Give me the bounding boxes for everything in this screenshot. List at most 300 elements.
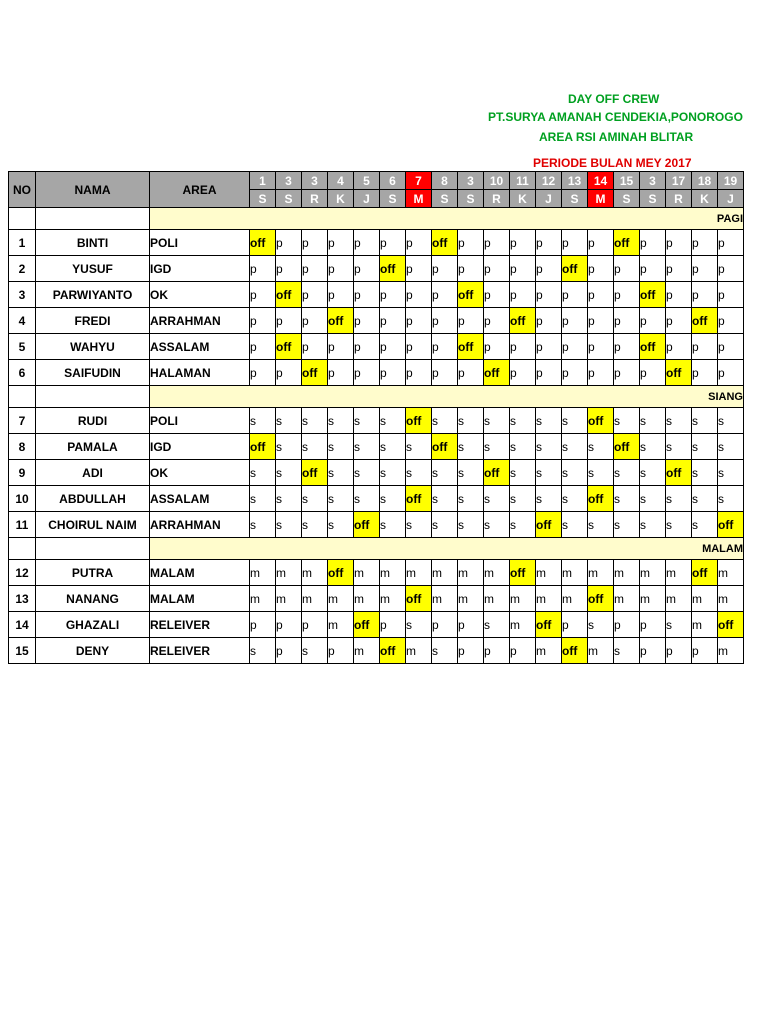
shift-cell: p (328, 334, 354, 360)
shift-cell: p (406, 230, 432, 256)
shift-cell: p (432, 334, 458, 360)
shift-cell: p (458, 638, 484, 664)
shift-cell: p (588, 308, 614, 334)
shift-cell-off: off (406, 408, 432, 434)
shift-cell: p (588, 230, 614, 256)
shift-cell: s (510, 486, 536, 512)
section-label: PAGI (150, 208, 744, 230)
shift-cell: p (406, 334, 432, 360)
shift-cell-off: off (380, 256, 406, 282)
row-nama: PAMALA (36, 434, 150, 460)
table-row (9, 256, 744, 282)
day-number-header: 3 (640, 172, 666, 190)
shift-cell: s (458, 434, 484, 460)
shift-cell: m (250, 586, 276, 612)
day-letter-header: J (354, 190, 380, 208)
shift-cell: s (276, 408, 302, 434)
shift-cell: s (250, 512, 276, 538)
shift-cell: m (718, 638, 744, 664)
shift-cell: m (354, 560, 380, 586)
shift-cell: s (666, 434, 692, 460)
shift-cell: p (614, 360, 640, 386)
shift-cell: m (536, 586, 562, 612)
shift-cell: s (718, 460, 744, 486)
shift-cell-off: off (666, 460, 692, 486)
shift-cell-off: off (276, 334, 302, 360)
shift-cell: p (354, 256, 380, 282)
header-period: PERIODE BULAN MEY 2017 (533, 156, 692, 170)
day-letter-header: R (302, 190, 328, 208)
shift-cell-off: off (328, 308, 354, 334)
day-number-header: 3 (302, 172, 328, 190)
shift-cell-off: off (692, 560, 718, 586)
shift-cell: p (562, 360, 588, 386)
shift-cell: p (510, 638, 536, 664)
shift-cell: s (250, 486, 276, 512)
shift-cell: s (562, 486, 588, 512)
day-letter-header: S (562, 190, 588, 208)
shift-cell: p (536, 256, 562, 282)
table-row (9, 360, 744, 386)
section-label: SIANG (150, 386, 744, 408)
shift-cell: s (692, 460, 718, 486)
row-area: IGD (150, 256, 250, 282)
shift-cell: p (718, 334, 744, 360)
day-number-header: 3 (276, 172, 302, 190)
day-number-header: 3 (458, 172, 484, 190)
shift-cell: s (406, 434, 432, 460)
table-row (9, 460, 744, 486)
shift-cell: p (458, 256, 484, 282)
day-letter-header: M (588, 190, 614, 208)
shift-cell: m (484, 586, 510, 612)
section-row (9, 538, 744, 560)
shift-cell: m (302, 560, 328, 586)
shift-cell: s (588, 434, 614, 460)
shift-cell: p (380, 230, 406, 256)
shift-cell-off: off (458, 282, 484, 308)
shift-cell: p (510, 230, 536, 256)
shift-cell: p (718, 360, 744, 386)
row-area: ASSALAM (150, 334, 250, 360)
shift-cell: s (484, 486, 510, 512)
shift-cell: s (692, 512, 718, 538)
shift-cell: s (406, 612, 432, 638)
row-no: 4 (9, 308, 36, 334)
table-row (9, 560, 744, 586)
day-number-header: 12 (536, 172, 562, 190)
row-area: OK (150, 282, 250, 308)
shift-cell: p (380, 308, 406, 334)
day-letter-header: M (406, 190, 432, 208)
shift-cell: p (302, 256, 328, 282)
shift-cell: s (562, 408, 588, 434)
shift-cell: p (432, 308, 458, 334)
shift-cell: s (302, 512, 328, 538)
shift-cell: s (328, 434, 354, 460)
shift-cell: m (640, 560, 666, 586)
shift-cell: p (666, 230, 692, 256)
shift-cell: p (250, 256, 276, 282)
row-area: POLI (150, 408, 250, 434)
shift-cell: p (276, 308, 302, 334)
table-row (9, 586, 744, 612)
shift-cell-off: off (536, 512, 562, 538)
shift-cell-off: off (432, 434, 458, 460)
shift-cell-off: off (484, 460, 510, 486)
shift-cell: m (432, 560, 458, 586)
row-area: ARRAHMAN (150, 308, 250, 334)
day-number-header: 15 (614, 172, 640, 190)
table-row (9, 512, 744, 538)
shift-cell: p (250, 308, 276, 334)
shift-cell: p (588, 334, 614, 360)
shift-cell: m (562, 560, 588, 586)
shift-cell: p (328, 256, 354, 282)
day-letter-header: S (432, 190, 458, 208)
shift-cell: s (718, 408, 744, 434)
shift-cell: p (640, 612, 666, 638)
shift-cell: s (510, 512, 536, 538)
shift-cell: m (354, 586, 380, 612)
row-area: RELEIVER (150, 638, 250, 664)
shift-cell: s (666, 408, 692, 434)
shift-cell: p (536, 308, 562, 334)
shift-cell: s (614, 638, 640, 664)
row-no: 6 (9, 360, 36, 386)
day-number-header: 5 (354, 172, 380, 190)
row-area: ASSALAM (150, 486, 250, 512)
shift-cell: p (510, 360, 536, 386)
shift-cell-off: off (692, 308, 718, 334)
shift-cell: p (250, 612, 276, 638)
table-row (9, 230, 744, 256)
shift-cell-off: off (718, 512, 744, 538)
shift-cell: s (458, 460, 484, 486)
day-letter-header: S (276, 190, 302, 208)
day-number-header: 18 (692, 172, 718, 190)
shift-cell: m (640, 586, 666, 612)
shift-cell-off: off (562, 638, 588, 664)
shift-cell: m (614, 560, 640, 586)
shift-cell-off: off (718, 612, 744, 638)
shift-cell: s (562, 460, 588, 486)
shift-cell: s (614, 408, 640, 434)
shift-cell: s (276, 486, 302, 512)
shift-cell-off: off (666, 360, 692, 386)
shift-cell: s (432, 408, 458, 434)
shift-cell: s (276, 460, 302, 486)
shift-cell: p (406, 256, 432, 282)
shift-cell-off: off (354, 612, 380, 638)
shift-cell: p (406, 360, 432, 386)
shift-cell-off: off (510, 308, 536, 334)
row-no: 1 (9, 230, 36, 256)
shift-cell-off: off (614, 434, 640, 460)
shift-cell: s (328, 486, 354, 512)
shift-cell: p (432, 612, 458, 638)
shift-cell: m (328, 586, 354, 612)
shift-cell: m (536, 560, 562, 586)
shift-cell: s (484, 612, 510, 638)
row-no: 14 (9, 612, 36, 638)
day-letter-header: K (510, 190, 536, 208)
section-blank (36, 538, 150, 560)
shift-cell: s (380, 486, 406, 512)
row-no: 15 (9, 638, 36, 664)
shift-cell: s (354, 460, 380, 486)
shift-cell: s (250, 408, 276, 434)
shift-cell: s (432, 512, 458, 538)
shift-cell: m (536, 638, 562, 664)
day-number-header: 19 (718, 172, 744, 190)
shift-cell: p (588, 282, 614, 308)
row-no: 7 (9, 408, 36, 434)
day-number-header: 14 (588, 172, 614, 190)
day-number-header: 7 (406, 172, 432, 190)
shift-cell: m (588, 638, 614, 664)
shift-cell: p (250, 334, 276, 360)
row-nama: ABDULLAH (36, 486, 150, 512)
shift-cell: s (354, 408, 380, 434)
shift-cell: s (432, 638, 458, 664)
row-no: 8 (9, 434, 36, 460)
shift-cell: p (614, 308, 640, 334)
shift-cell: p (666, 638, 692, 664)
shift-cell: m (510, 612, 536, 638)
shift-cell: p (692, 256, 718, 282)
shift-cell: s (328, 408, 354, 434)
table-row (9, 486, 744, 512)
shift-cell: m (458, 586, 484, 612)
table-row (9, 638, 744, 664)
shift-cell: p (718, 308, 744, 334)
shift-cell: m (562, 586, 588, 612)
shift-cell: m (380, 586, 406, 612)
shift-cell: p (276, 230, 302, 256)
shift-cell-off: off (354, 512, 380, 538)
shift-cell: p (666, 308, 692, 334)
day-letter-header: R (666, 190, 692, 208)
shift-cell: p (640, 256, 666, 282)
shift-cell: p (328, 360, 354, 386)
shift-cell-off: off (640, 334, 666, 360)
col-header-nama: NAMA (36, 172, 150, 208)
shift-cell: m (588, 560, 614, 586)
shift-cell-off: off (276, 282, 302, 308)
row-area: OK (150, 460, 250, 486)
header-company: PT.SURYA AMANAH CENDEKIA,PONOROGO (488, 110, 743, 124)
row-no: 3 (9, 282, 36, 308)
shift-cell-off: off (406, 486, 432, 512)
shift-cell: s (432, 486, 458, 512)
shift-cell: m (380, 560, 406, 586)
shift-cell: s (640, 408, 666, 434)
shift-cell: p (484, 334, 510, 360)
shift-cell: m (276, 586, 302, 612)
shift-cell: p (718, 282, 744, 308)
shift-cell: p (484, 256, 510, 282)
shift-cell: p (484, 638, 510, 664)
shift-cell: p (666, 256, 692, 282)
shift-cell: m (718, 560, 744, 586)
day-letter-header: K (692, 190, 718, 208)
shift-cell: p (302, 230, 328, 256)
shift-cell-off: off (432, 230, 458, 256)
day-letter-header: K (328, 190, 354, 208)
row-nama: DENY (36, 638, 150, 664)
row-area: IGD (150, 434, 250, 460)
shift-cell: s (614, 512, 640, 538)
shift-cell: m (692, 586, 718, 612)
shift-cell: s (666, 486, 692, 512)
shift-cell-off: off (302, 460, 328, 486)
shift-cell: m (328, 612, 354, 638)
row-no: 12 (9, 560, 36, 586)
shift-cell-off: off (588, 408, 614, 434)
section-row (9, 208, 744, 230)
shift-cell: p (354, 334, 380, 360)
shift-cell: p (354, 360, 380, 386)
shift-cell: p (302, 308, 328, 334)
shift-cell: p (510, 256, 536, 282)
shift-cell: p (354, 308, 380, 334)
shift-cell: m (614, 586, 640, 612)
row-no: 2 (9, 256, 36, 282)
shift-cell: s (302, 408, 328, 434)
shift-cell: p (328, 282, 354, 308)
shift-cell: s (458, 408, 484, 434)
shift-cell: s (614, 460, 640, 486)
row-nama: RUDI (36, 408, 150, 434)
shift-cell: p (562, 230, 588, 256)
shift-cell: s (692, 486, 718, 512)
shift-cell: p (640, 360, 666, 386)
shift-cell: s (640, 460, 666, 486)
shift-cell: s (250, 460, 276, 486)
table-row (9, 408, 744, 434)
shift-cell: p (484, 282, 510, 308)
shift-cell: p (458, 360, 484, 386)
shift-cell-off: off (458, 334, 484, 360)
day-number-header: 8 (432, 172, 458, 190)
shift-cell: s (692, 434, 718, 460)
shift-cell: s (276, 512, 302, 538)
shift-cell: p (692, 282, 718, 308)
row-nama: BINTI (36, 230, 150, 256)
shift-cell: p (692, 334, 718, 360)
shift-cell: p (276, 256, 302, 282)
row-area: HALAMAN (150, 360, 250, 386)
shift-cell: p (380, 612, 406, 638)
shift-cell: p (276, 612, 302, 638)
day-number-header: 10 (484, 172, 510, 190)
row-nama: YUSUF (36, 256, 150, 282)
row-nama: PUTRA (36, 560, 150, 586)
day-number-header: 1 (250, 172, 276, 190)
shift-cell: s (666, 612, 692, 638)
shift-cell: m (302, 586, 328, 612)
shift-cell-off: off (640, 282, 666, 308)
shift-cell: p (718, 230, 744, 256)
col-header-area: AREA (150, 172, 250, 208)
shift-cell: s (380, 460, 406, 486)
shift-cell: p (354, 282, 380, 308)
shift-cell: s (718, 486, 744, 512)
day-number-header: 6 (380, 172, 406, 190)
shift-cell: s (666, 512, 692, 538)
row-nama: SAIFUDIN (36, 360, 150, 386)
shift-cell-off: off (588, 586, 614, 612)
shift-cell: s (536, 408, 562, 434)
shift-cell: s (640, 512, 666, 538)
table-row (9, 334, 744, 360)
shift-cell: s (354, 486, 380, 512)
shift-cell: p (432, 256, 458, 282)
table-row (9, 434, 744, 460)
shift-cell: p (250, 360, 276, 386)
day-number-header: 13 (562, 172, 588, 190)
shift-cell: p (562, 334, 588, 360)
header-area: AREA RSI AMINAH BLITAR (539, 130, 694, 144)
shift-cell: p (354, 230, 380, 256)
shift-cell: m (692, 612, 718, 638)
shift-cell: p (614, 334, 640, 360)
shift-cell: m (718, 586, 744, 612)
shift-cell: p (380, 360, 406, 386)
section-blank (36, 208, 150, 230)
shift-cell: s (562, 512, 588, 538)
row-nama: CHOIRUL NAIM (36, 512, 150, 538)
shift-cell: m (458, 560, 484, 586)
shift-cell: p (640, 230, 666, 256)
shift-cell: m (276, 560, 302, 586)
shift-cell: p (458, 230, 484, 256)
shift-cell: s (640, 434, 666, 460)
shift-cell: s (536, 486, 562, 512)
table-row (9, 308, 744, 334)
shift-cell-off: off (562, 256, 588, 282)
row-no: 11 (9, 512, 36, 538)
row-no: 13 (9, 586, 36, 612)
shift-cell: s (380, 512, 406, 538)
shift-cell: p (250, 282, 276, 308)
shift-cell: p (432, 360, 458, 386)
shift-cell: s (432, 460, 458, 486)
shift-cell: p (276, 638, 302, 664)
shift-cell-off: off (380, 638, 406, 664)
shift-cell: p (536, 282, 562, 308)
shift-cell: p (302, 612, 328, 638)
section-blank (9, 538, 36, 560)
shift-cell: s (380, 408, 406, 434)
shift-cell: p (614, 256, 640, 282)
row-nama: PARWIYANTO (36, 282, 150, 308)
shift-cell: p (276, 360, 302, 386)
header-title: DAY OFF CREW (568, 92, 660, 106)
shift-cell: s (484, 408, 510, 434)
day-letter-header: S (250, 190, 276, 208)
section-blank (9, 386, 36, 408)
row-nama: WAHYU (36, 334, 150, 360)
shift-cell: p (562, 282, 588, 308)
shift-cell: m (406, 560, 432, 586)
shift-cell: p (692, 638, 718, 664)
row-area: ARRAHMAN (150, 512, 250, 538)
shift-cell: s (510, 434, 536, 460)
row-no: 5 (9, 334, 36, 360)
row-no: 9 (9, 460, 36, 486)
